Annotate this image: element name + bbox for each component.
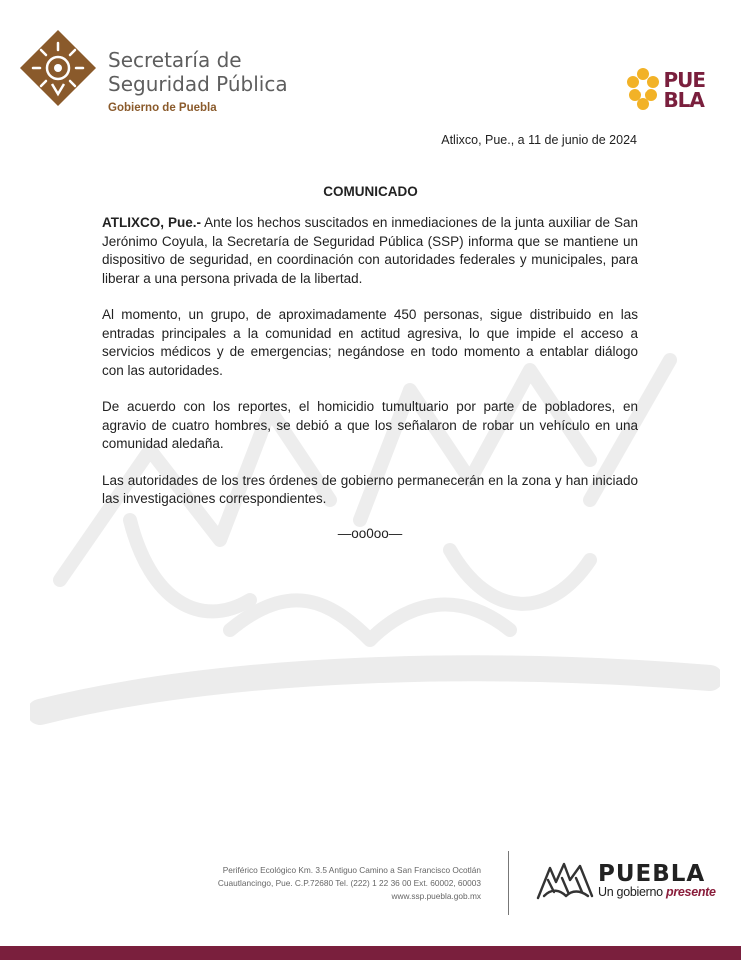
- footer-puebla-word: PUEBLA: [598, 860, 706, 887]
- paragraph-1: [102, 214, 638, 288]
- ssp-logo: [18, 28, 288, 114]
- bottom-color-bar: [0, 946, 741, 960]
- closing-separator: —oo0oo—: [337, 525, 403, 541]
- paragraph-1-text: Ante los hechos suscitados en inmediaciones de la junta auxiliar de San Jerónimo Coyula, la Secretaría de Seguridad Pública (SSP) informa que se mantiene un dispositivo de seguridad, en coordinación con autoridades federales y municipales, para liberar a una persona privada de la libertad.: [102, 215, 638, 286]
- puebla-word-line1: PUE: [663, 68, 705, 92]
- flower-icon: [625, 66, 661, 114]
- puebla-brand-logo: [625, 66, 705, 114]
- date-line: Atlixco, Pue., a 11 de junio de 2024: [441, 133, 637, 147]
- ssp-title-line1: Secretaría de: [108, 48, 242, 72]
- footer-divider: [508, 851, 509, 915]
- slogan-plain: Un gobierno: [598, 884, 666, 899]
- document-body: [102, 214, 638, 543]
- slogan-emphasis: presente: [665, 884, 716, 899]
- footer-address: [218, 864, 481, 903]
- address-line-2: Cuautlancingo, Pue. C.P.72680 Tel. (222) 1 22 36 00 Ext. 60002, 60003: [217, 878, 481, 888]
- footer-puebla-logo: [534, 858, 716, 902]
- paragraph-3: De acuerdo con los reportes, el homicidio tumultuario por parte de pobladores, en agravio de cuatro hombres, se debió a que los señalaron de robar un vehículo en una comunidad aledaña.: [102, 399, 638, 451]
- ssp-title-line2: Seguridad Pública: [108, 72, 288, 96]
- footer-slogan: [598, 885, 716, 899]
- paragraph-2: Al momento, un grupo, de aproximadamente 450 personas, sigue distribuido en las entradas principales a la comunidad en actitud agresiva, lo que impide el acceso a servicios médicos y de emergencias; negándose en todo momento a entablar diálogo con las autoridades.: [102, 307, 638, 378]
- document-heading: COMUNICADO: [323, 184, 418, 199]
- website: www.ssp.puebla.gob.mx: [391, 891, 481, 901]
- ssp-subtitle: Gobierno de Puebla: [108, 102, 217, 114]
- puebla-word-line2: BLA: [663, 88, 704, 112]
- address-line-1: Periférico Ecológico Km. 3.5 Antiguo Camino a San Francisco Ocotlán: [222, 865, 481, 875]
- people-emblem-icon: [534, 858, 596, 902]
- paragraph-1-lead: ATLIXCO, Pue.-: [102, 215, 201, 230]
- paragraph-4: Las autoridades de los tres órdenes de gobierno permanecerán en la zona y han iniciado las investigaciones correspondientes.: [102, 472, 638, 506]
- ssp-emblem-icon: [18, 28, 98, 108]
